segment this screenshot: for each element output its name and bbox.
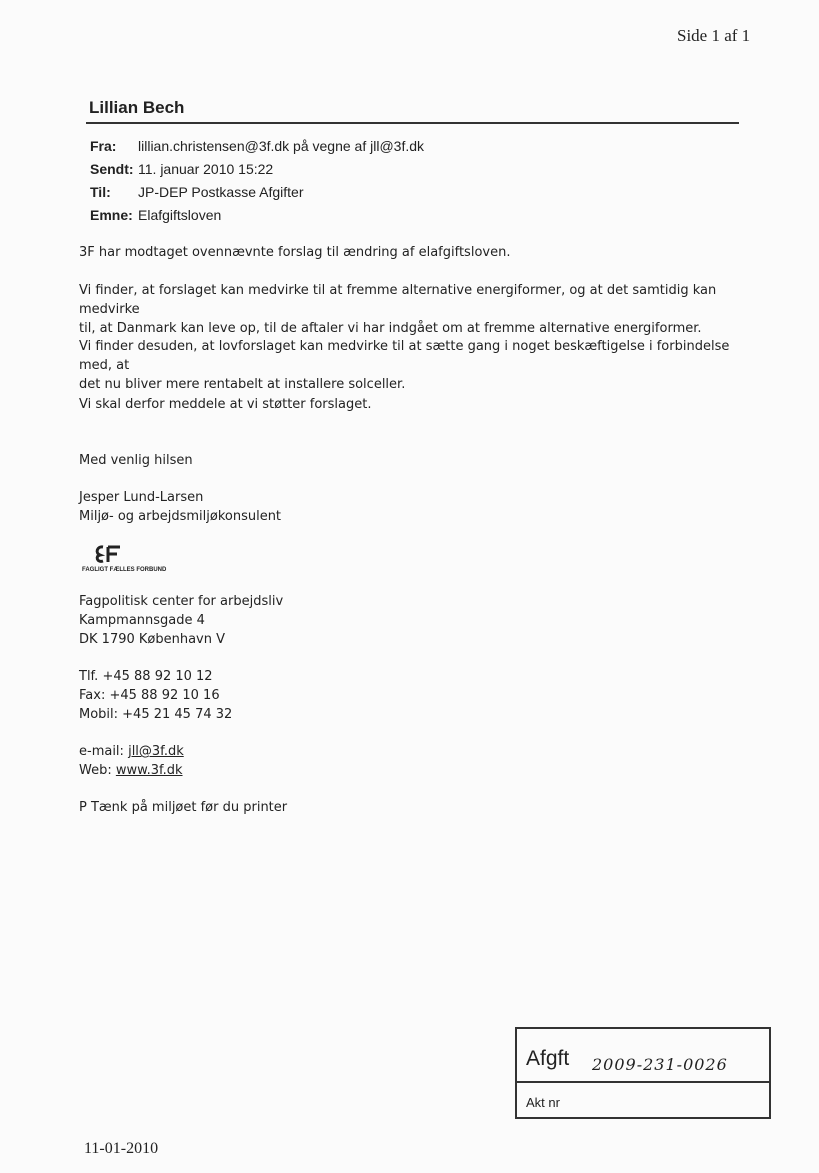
signature-phone: Tlf. +45 88 92 10 12 [79,669,213,684]
signature-fax: Fax: +45 88 92 10 16 [79,688,220,703]
web-label: Web: [79,763,112,778]
greeting: Med venlig hilsen [79,453,193,468]
case-number: 2009-231-0026 [592,1055,728,1074]
body-line: til, at Danmark kan leve op, til de aftaler vi har indgået om at fremme alternative energiformer. [79,321,702,336]
web-link[interactable]: www.3f.dk [115,763,183,778]
body-line: Vi finder, at forslaget kan medvirke til at fremme alternative energiformer, og at det samtidig kan medvirke [79,283,717,317]
header-sent [90,161,273,177]
signature-title: Miljø- og arbejdsmiljøkonsulent [79,509,282,524]
header-from [90,138,424,154]
header-to [90,184,303,200]
email-link[interactable]: jll@3f.dk [128,744,184,759]
signature-street: Kampmannsgade 4 [79,613,205,628]
body-line: det nu bliver mere rentabelt at installere solceller. [79,377,406,392]
case-stamp [515,1027,771,1119]
header-label: Emne: [90,207,133,223]
signature-department: Fagpolitisk center for arbejdsliv [79,594,284,609]
body-paragraph-1: 3F har modtaget ovennævnte forslag til ændring af elafgiftsloven. [79,245,511,260]
header-label: Fra: [90,138,117,154]
body-paragraph-2 [79,281,744,338]
footer-date: 11-01-2010 [84,1140,159,1157]
header-value: lillian.christensen@3f.dk på vegne af jll@3f.dk [138,138,425,154]
page-number: Side 1 af 1 [677,26,751,45]
signature-name: Jesper Lund-Larsen [79,490,204,505]
body-paragraph-4: Vi skal derfor meddele at vi støtter forslaget. [79,397,372,412]
stamp-top-row [517,1029,769,1083]
header-subject [90,207,221,223]
body-paragraph-3 [79,337,744,394]
3f-logo [81,543,173,573]
environment-note: P Tænk på miljøet før du printer [79,800,288,815]
email-label: e-mail: [79,744,124,759]
signature-city: DK 1790 København V [79,632,226,647]
logo-caption: FAGLIGT FÆLLES FORBUND [82,567,167,573]
signature-mobile: Mobil: +45 21 45 74 32 [79,707,233,722]
signature-web [79,761,744,780]
sender-name: Lillian Bech [89,98,185,117]
header-divider [86,122,739,124]
header-value: JP-DEP Postkasse Afgifter [138,184,304,200]
header-value: Elafgiftsloven [138,207,222,223]
stamp-label: Afgft [526,1047,570,1070]
body-line: Vi finder desuden, at lovforslaget kan medvirke til at sætte gang i noget beskæftigelse i forbindelse med, at [79,339,730,373]
header-label: Sendt: [90,161,134,177]
header-value: 11. januar 2010 15:22 [138,161,274,177]
stamp-akt-label: Akt nr [526,1095,560,1110]
header-label: Til: [90,184,111,200]
signature-email [79,742,744,761]
